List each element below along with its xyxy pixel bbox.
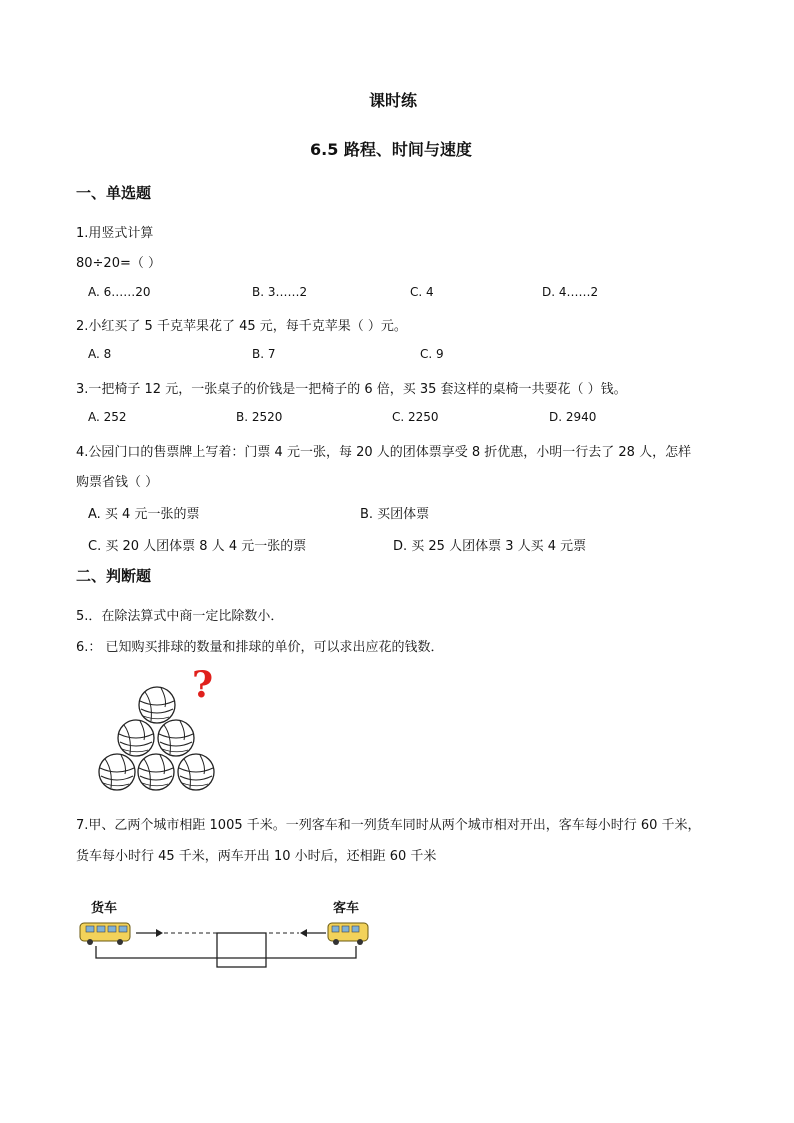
question-mark-icon: ?: [192, 664, 214, 706]
question-7-line1: 7.甲、乙两个城市相距 1005 千米。一列客车和一列货车同时从两个城市相对开出，客车每小时行 60 千米，: [76, 818, 701, 833]
section-heading-true-false: 二、判断题: [76, 567, 152, 585]
question-4-line2: 购票省钱（ ）: [76, 475, 159, 490]
q1-option-b[interactable]: B. 3……2: [252, 285, 308, 299]
lesson-subtitle: 6.5 路程、时间与速度: [310, 140, 472, 159]
freight-vehicle-icon: [80, 923, 130, 945]
q4-option-b[interactable]: B. 买团体票: [360, 507, 430, 522]
q2-option-b[interactable]: B. 7: [252, 347, 276, 361]
q3-option-c[interactable]: C. 2250: [392, 410, 439, 424]
q4-option-d[interactable]: D. 买 25 人团体票 3 人买 4 元票: [393, 539, 587, 554]
q1-option-d[interactable]: D. 4……2: [542, 285, 599, 299]
passenger-vehicle-icon: [328, 923, 368, 945]
passenger-train-label: 客车: [333, 901, 360, 916]
question-1-line2: 80÷20=（ ）: [76, 256, 162, 271]
meeting-problem-diagram: [76, 915, 376, 970]
q4-option-c[interactable]: C. 买 20 人团体票 8 人 4 元一张的票: [88, 539, 307, 554]
question-5: 5.．在除法算式中商一定比除数小．: [76, 609, 284, 624]
section-heading-single-choice: 一、单选题: [76, 184, 152, 202]
q3-option-d[interactable]: D. 2940: [549, 410, 597, 424]
question-6: 6.： 已知购买排球的数量和排球的单价，可以求出应花的钱数．: [76, 640, 444, 655]
q4-option-a[interactable]: A. 买 4 元一张的票: [88, 507, 200, 522]
page-title: 课时练: [369, 91, 418, 110]
question-1-line1: 1.用竖式计算: [76, 226, 154, 241]
q2-option-a[interactable]: A. 8: [88, 347, 112, 361]
q1-option-c[interactable]: C. 4: [410, 285, 434, 299]
question-4-line1: 4.公园门口的售票牌上写着：门票 4 元一张，每 20 人的团体票享受 8 折优惠，小明一行去了 28 人，怎样: [76, 445, 692, 460]
question-7-line2: 货车每小时行 45 千米，两车开出 10 小时后，还相距 60 千米: [76, 849, 437, 864]
q3-option-b[interactable]: B. 2520: [236, 410, 283, 424]
q1-option-a[interactable]: A. 6……20: [88, 285, 151, 299]
question-2: 2.小红买了 5 千克苹果花了 45 元，每千克苹果（ ）元。: [76, 319, 407, 334]
q2-option-c[interactable]: C. 9: [420, 347, 444, 361]
freight-train-label: 货车: [91, 901, 118, 916]
question-3: 3.一把椅子 12 元，一张桌子的价钱是一把椅子的 6 倍，买 35 套这样的桌椅一共要花（ ）钱。: [76, 382, 627, 397]
q3-option-a[interactable]: A. 252: [88, 410, 127, 424]
